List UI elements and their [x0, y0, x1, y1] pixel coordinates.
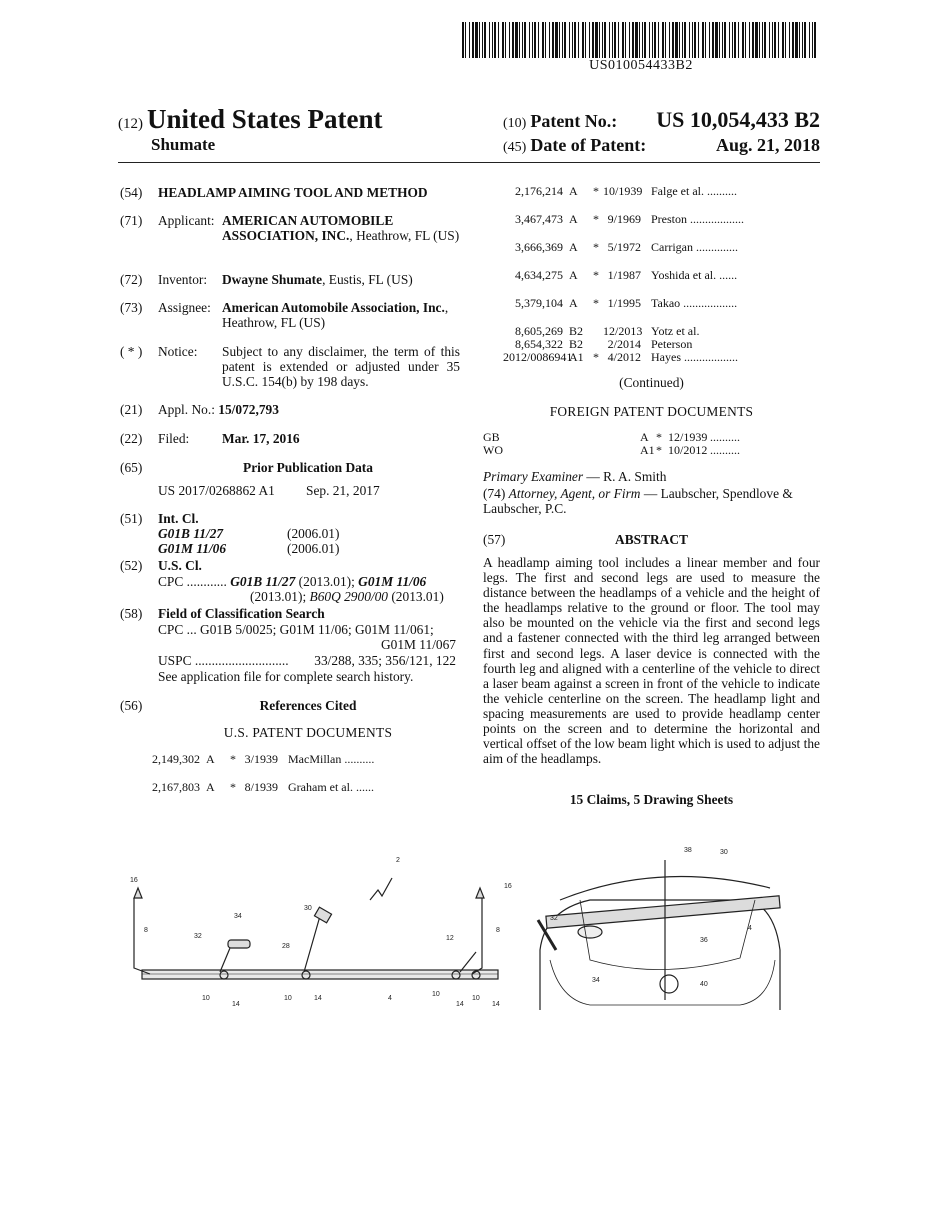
ref-name: Graham et al. ......: [288, 780, 374, 794]
ref-number: 2,149,302: [152, 752, 200, 766]
prior-pub: US 2017/0268862 A1: [158, 483, 275, 498]
ref-number: 2,167,803: [152, 780, 200, 794]
ref-number: 8,605,269: [515, 324, 563, 338]
foreign-date: 10/2012: [668, 443, 708, 457]
ref-star: *: [593, 240, 599, 254]
field-uspc-label: USPC ............................: [158, 653, 289, 668]
patent-no-label: (10) Patent No.:: [503, 111, 618, 131]
tool-reference-numeral: 8: [496, 927, 500, 934]
inventor-label: Inventor:: [158, 272, 208, 287]
claims-summary: 15 Claims, 5 Drawing Sheets: [569, 792, 734, 807]
ref-name: Preston ..................: [651, 212, 744, 226]
tool-reference-numeral: 2: [396, 857, 400, 864]
field-cpc: CPC ... G01B 5/0025; G01M 11/06; G01M 11/061;: [158, 622, 434, 637]
ref-name: Carrigan ..............: [651, 240, 738, 254]
ref-number: 8,654,322: [515, 337, 563, 351]
patent-number: US 10,054,433 B2: [656, 107, 820, 132]
field-heading: Field of Classification Search: [158, 606, 325, 621]
refs-heading: References Cited: [259, 698, 357, 713]
tool-reference-numeral: 14: [492, 1001, 500, 1008]
ref-kind: A: [569, 296, 578, 310]
foreign-dots: ..........: [710, 430, 740, 444]
foreign-country: GB: [483, 430, 500, 444]
tool-reference-numeral: 10: [472, 995, 480, 1002]
barcode: [462, 22, 820, 58]
filed-code: (22): [120, 431, 143, 446]
vehicle-reference-numeral: 40: [700, 981, 708, 988]
ref-kind: A: [206, 752, 215, 766]
foreign-dots: ..........: [710, 443, 740, 457]
filed-value: Mar. 17, 2016: [222, 431, 300, 446]
ref-number: 4,634,275: [515, 268, 563, 282]
ref-kind: A: [569, 240, 578, 254]
vehicle-reference-numeral: 30: [720, 849, 728, 856]
prior-heading: Prior Publication Data: [243, 460, 373, 475]
barcode-number: US010054433B2: [589, 58, 693, 73]
ref-date: 12/2013: [603, 324, 643, 338]
field-uspc-value: 33/288, 335; 356/121, 122: [314, 653, 456, 668]
assignee-value: American Automobile Association, Inc., Heathrow, FL (US): [222, 300, 449, 330]
us-docs-heading: U.S. PATENT DOCUMENTS: [223, 725, 393, 740]
attorney: (74) Attorney, Agent, or Firm — Laubscher, Spendlove & Laubscher, P.C.: [483, 486, 793, 516]
notice-text: Subject to any disclaimer, the term of this patent is extended or adjusted under 35 U.S.C. 154(b) by 198 days.: [222, 344, 460, 389]
document-type: [118, 104, 382, 135]
tool-reference-numeral: 8: [144, 927, 148, 934]
tool-reference-numeral: 12: [446, 935, 454, 942]
ref-star: *: [593, 212, 599, 226]
abstract-code: (57): [483, 532, 506, 547]
ref-date: 10/1939: [603, 184, 643, 198]
ref-kind: B2: [569, 324, 584, 338]
assignee-label: Assignee:: [158, 300, 211, 315]
title-code: (54): [120, 185, 143, 200]
foreign-kind: A1: [640, 443, 655, 457]
ref-date: 9/1969: [607, 212, 641, 226]
ref-name: Peterson: [651, 337, 693, 351]
ref-name: Yotz et al.: [651, 324, 700, 338]
intcl-heading: Int. Cl.: [158, 511, 199, 526]
ref-kind: A: [569, 212, 578, 226]
refs-code: (56): [120, 698, 143, 713]
uscl-cpc-cont: (2013.01); B60Q 2900/00 (2013.01): [250, 589, 444, 604]
continued-note: (Continued): [619, 375, 684, 390]
prior-date: Sep. 21, 2017: [306, 483, 380, 498]
inventor-code: (72): [120, 272, 143, 287]
foreign-star: *: [656, 443, 662, 457]
ref-name: Hayes ..................: [651, 350, 738, 364]
appl-code: (21): [120, 402, 143, 417]
header-rule: [118, 162, 820, 163]
uscl-cpc: CPC ............ G01B 11/27 (2013.01); G01M 11/06: [158, 574, 427, 589]
ref-star: *: [230, 752, 236, 766]
tool-reference-numeral: 14: [314, 995, 322, 1002]
intcl-version: (2006.01): [287, 526, 340, 541]
field-code: (58): [120, 606, 143, 621]
foreign-country: WO: [483, 443, 503, 457]
ref-star: *: [593, 268, 599, 282]
inventor-value: Dwayne Shumate, Eustis, FL (US): [222, 272, 413, 287]
ref-date: 1/1995: [607, 296, 641, 310]
tool-reference-numeral: 30: [304, 905, 312, 912]
ref-number: 3,467,473: [515, 212, 563, 226]
ref-name: MacMillan ..........: [288, 752, 375, 766]
vehicle-reference-numeral: 34: [592, 977, 600, 984]
field-cpc-cont: G01M 11/067: [380, 637, 456, 652]
prior-code: (65): [120, 460, 143, 475]
tool-reference-numeral: 16: [504, 883, 512, 890]
ref-kind: A: [569, 268, 578, 282]
intcl-code: (51): [120, 511, 143, 526]
type-text: United States Patent: [147, 104, 383, 134]
intcl-version: (2006.01): [287, 541, 340, 556]
ref-number: 2012/0086941: [503, 350, 573, 364]
ref-star: *: [593, 350, 599, 364]
ref-star: *: [593, 296, 599, 310]
ref-kind: A: [569, 184, 578, 198]
applicant-label: Applicant:: [158, 213, 215, 228]
patent-date: Aug. 21, 2018: [715, 135, 820, 155]
appl-field: Appl. No.: 15/072,793: [158, 402, 279, 417]
tool-reference-numeral: 4: [388, 995, 392, 1002]
foreign-kind: A: [640, 430, 649, 444]
vehicle-reference-numeral: 38: [684, 847, 692, 854]
ref-date: 1/1987: [607, 268, 641, 282]
uscl-code: (52): [120, 558, 143, 573]
applicant-value: AMERICAN AUTOMOBILE ASSOCIATION, INC., Heathrow, FL (US): [222, 213, 460, 243]
ref-name: Takao ..................: [651, 296, 738, 310]
abstract-text: A headlamp aiming tool includes a linear member and four legs. The first and second legs are used to measure the distance between the headlamps of a vehicle and the height of the headlamps relative to the ground or floor. The tool may also be mounted on the vehicle via the first and second legs and a fastener connected with the third leg arranged between first and second legs. A laser device is connected with the fourth leg and aligned with a centerline of the vehicle to direct a laser beam against a screen in front of the vehicle to indicate the vehicle centerline on the screen. The headlamp light and spacing measurements are used to provide headlamp center points on the screen and to determine the horizontal and vertical offset of the low beam light which is used to adjust the aim of the headlamps.: [483, 555, 820, 767]
tool-reference-numeral: 28: [282, 943, 290, 950]
uscl-heading: U.S. Cl.: [158, 558, 202, 573]
applicant-code: (71): [120, 213, 143, 228]
vehicle-reference-numeral: 36: [700, 937, 708, 944]
ref-number: 5,379,104: [515, 296, 563, 310]
ref-date: 8/1939: [244, 780, 278, 794]
ref-date: 3/1939: [244, 752, 278, 766]
tool-reference-numeral: 10: [284, 995, 292, 1002]
foreign-heading: FOREIGN PATENT DOCUMENTS: [549, 404, 754, 419]
ref-name: Yoshida et al. ......: [651, 268, 738, 282]
header-inventor: Shumate: [151, 135, 216, 154]
ref-kind: A1: [569, 350, 584, 364]
vehicle-reference-numeral: 4: [748, 925, 752, 932]
ref-number: 2,176,214: [515, 184, 563, 198]
tool-reference-numeral: 14: [232, 1001, 240, 1008]
intcl-class: G01M 11/06: [158, 541, 227, 556]
tool-reference-numeral: 16: [130, 877, 138, 884]
field-note: See application file for complete search history.: [158, 669, 414, 684]
tool-reference-numeral: 10: [432, 991, 440, 998]
ref-date: 2/2014: [607, 337, 641, 351]
ref-star: *: [230, 780, 236, 794]
assignee-code: (73): [120, 300, 143, 315]
ref-kind: A: [206, 780, 215, 794]
intcl-class: G01B 11/27: [158, 526, 224, 541]
filed-label: Filed:: [158, 431, 190, 446]
front-page-drawing: [120, 840, 820, 1020]
tool-reference-numeral: 14: [456, 1001, 464, 1008]
ref-number: 3,666,369: [515, 240, 563, 254]
primary-examiner: Primary Examiner — R. A. Smith: [483, 469, 667, 484]
ref-star: *: [593, 184, 599, 198]
ref-date: 4/2012: [607, 350, 641, 364]
foreign-date: 12/1939: [668, 430, 708, 444]
abstract-heading: ABSTRACT: [615, 532, 688, 547]
tool-reference-numeral: 10: [202, 995, 210, 1002]
vehicle-figure: [538, 860, 780, 1010]
invention-title: HEADLAMP AIMING TOOL AND METHOD: [158, 185, 428, 200]
aiming-tool-figure: [134, 878, 498, 979]
ref-name: Falge et al. ..........: [651, 184, 737, 198]
vehicle-reference-numeral: 32: [550, 915, 558, 922]
type-code: (12): [118, 116, 143, 132]
ref-date: 5/1972: [607, 240, 641, 254]
notice-label: Notice:: [158, 344, 198, 359]
date-label: (45) Date of Patent:: [503, 135, 647, 155]
foreign-star: *: [656, 430, 662, 444]
tool-reference-numeral: 34: [234, 913, 242, 920]
tool-reference-numeral: 32: [194, 933, 202, 940]
ref-kind: B2: [569, 337, 584, 351]
notice-code: ( * ): [120, 344, 143, 359]
